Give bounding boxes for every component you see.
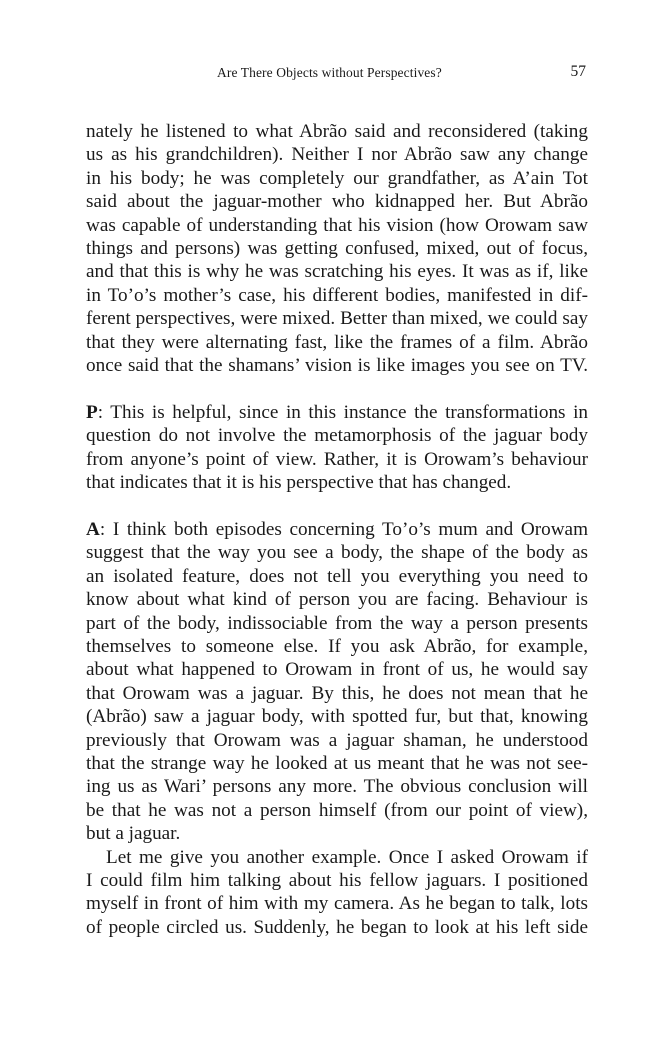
text-line: ferent perspectives, were mixed. Better than mixed, we could say	[86, 308, 588, 330]
text-line: in his body; he was completely our grandfather, as A’ain Tot	[86, 167, 588, 189]
text-line: said about the jaguar-mother who kidnapped her. But Abrão	[86, 191, 588, 213]
text-line: themselves to someone else. If you ask Abrão, for example,	[86, 635, 588, 657]
speaker-label: P	[86, 401, 98, 423]
text-line: know about what kind of person you are facing. Behaviour is	[86, 589, 588, 611]
text-line: part of the body, indissociable from the way a person presents	[86, 612, 588, 634]
paragraph-1	[86, 120, 588, 377]
text-line: was capable of understanding that his vision (how Orowam saw	[86, 214, 588, 236]
speaker-label: A	[86, 518, 100, 540]
text-line: an isolated feature, does not tell you everything you need to	[86, 565, 588, 587]
text-line: but a jaguar.	[86, 823, 181, 845]
text-line: that they were alternating fast, like the frames of a film. Abrão	[86, 331, 588, 353]
text-line: in To’o’s mother’s case, his different bodies, manifested in dif-	[86, 284, 588, 306]
paragraph-2	[86, 401, 588, 495]
text-line: Let me give you another example. Once I asked Orowam if	[106, 846, 588, 868]
text-line	[86, 518, 588, 541]
text-line: of people circled us. Suddenly, he began to look at his left side	[86, 916, 588, 938]
running-header-title: Are There Objects without Perspectives?	[217, 65, 442, 80]
text-line	[86, 401, 588, 424]
text-line: be that he was not a person himself (from our point of view),	[86, 799, 588, 821]
text-line-content: : This is helpful, since in this instance the transformations in	[97, 401, 588, 423]
text-line: once said that the shamans’ vision is like images you see on TV.	[86, 355, 588, 377]
text-line: us as his grandchildren). Neither I nor Abrão saw any change	[86, 144, 588, 166]
text-line: and that this is why he was scratching his eyes. It was as if, like	[86, 261, 588, 283]
text-line: that indicates that it is his perspective that has changed.	[86, 472, 512, 494]
page-number: 57	[570, 63, 586, 80]
text-line: (Abrão) saw a jaguar body, with spotted fur, but that, knowing	[86, 706, 588, 728]
text-line: about what happened to Orowam in front of us, he would say	[86, 659, 588, 681]
text-line-content: : I think both episodes concerning To’o’s mum and Orowam	[99, 518, 588, 540]
text-line: from anyone’s point of view. Rather, it is Orowam’s behaviour	[86, 448, 588, 470]
text-line: nately he listened to what Abrão said and reconsidered (taking	[86, 121, 588, 142]
text-line: that Orowam was a jaguar. By this, he does not mean that he	[86, 682, 588, 704]
text-line: previously that Orowam was a jaguar shaman, he understood	[86, 729, 588, 751]
text-line: I could film him talking about his fellow jaguars. I positioned	[86, 869, 588, 891]
running-header	[86, 63, 586, 83]
text-line: question do not involve the metamorphosis of the jaguar body	[86, 425, 588, 447]
text-line: that the strange way he looked at us meant that he was not see-	[86, 752, 588, 774]
text-line: things and persons) was getting confused, mixed, out of focus,	[86, 238, 588, 260]
body-text	[86, 120, 588, 939]
text-line: ing us as Wari’ persons any more. The obvious conclusion will	[86, 776, 588, 798]
text-line: suggest that the way you see a body, the shape of the body as	[86, 542, 588, 564]
paragraph-4	[86, 846, 588, 940]
text-line: myself in front of him with my camera. As he began to talk, lots	[86, 893, 588, 915]
paragraph-3	[86, 518, 588, 846]
